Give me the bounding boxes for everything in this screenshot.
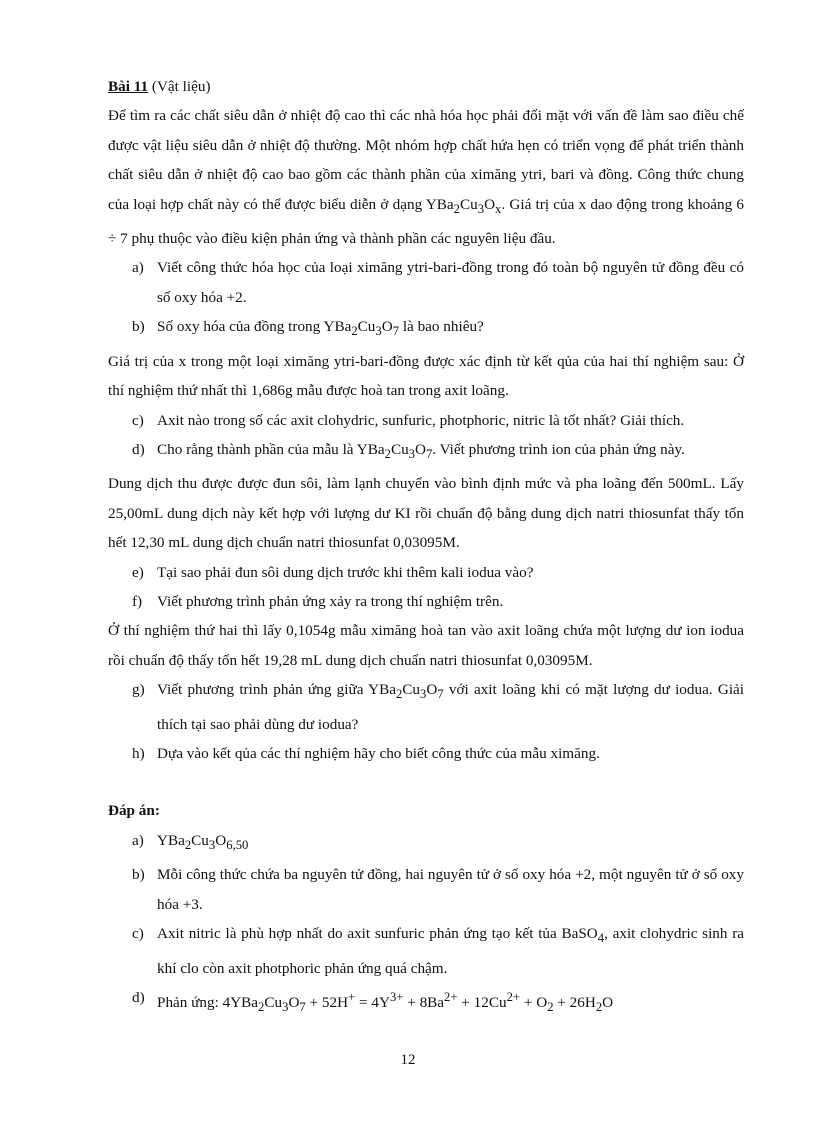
experiment-one-paragraph: Giá trị của x trong một loại ximăng ytri-bari-đồng được xác định từ kết qủa của hai thí nghiệm sau: Ở thí nghiệm thứ nhất thì 1,686g mẫu được hoà tan trong axit loãng. xyxy=(108,352,744,400)
answer-b: b) Mỗi công thức chứa ba nguyên tử đồng, hai nguyên tử ở số oxy hóa +2, một nguyên tử ở số oxy hóa +3. xyxy=(132,866,744,913)
exercise-title xyxy=(108,72,744,101)
question-f: f) Viết phương trình phản ứng xảy ra trong thí nghiệm trên. xyxy=(132,593,504,610)
question-b: b) Số oxy hóa của đồng trong $YBa_2Cu_3O_7$ là bao nhiêu? xyxy=(132,318,484,339)
titration-paragraph: Dung dịch thu được được đun sôi, làm lạnh chuyển vào bình định mức và pha loãng đến 500mL. Lấy 25,00mL dung dịch này kết hợp với lượng dư KI rồi chuẩn độ bằng dung dịch natri thiosunfat thấy tốn hết 12,30 mL dung dịch chuẩn natri thiosunfat 0,03095M. xyxy=(108,475,744,552)
exercise-topic: (Vật liệu) xyxy=(148,78,211,95)
experiment-two-paragraph: Ở thí nghiệm thứ hai thì lấy 0,1054g mẫu ximăng hoà tan vào axit loãng chứa một lượng dư ion iodua rồi chuẩn độ thấy tốn hết 19,28 mL dung dịch chuẩn natri thiosunfat 0,03095M. xyxy=(108,622,744,669)
question-g: g) Viết phương trình phản ứng giữa $YBa_2Cu_3O_7$ với axit loãng khi có mặt lượng dư iodua. Giải thích tại sao phải dùng dư iodua? xyxy=(132,681,744,733)
intro-paragraph: Để tìm ra các chất siêu dẫn ở nhiệt độ cao thì các nhà hóa học phải đối mặt với vấn đề làm sao điều chế được vật liệu siêu dẫn ở nhiệt độ thường. Một nhóm hợp chất hứa hẹn có triển vọng để phát triển thành chất siêu dẫn ở nhiệt độ cao bao gồm các thành phần của ximăng ytri, bari và đồng. Công thức chung của loại hợp chất này có thể được biểu diễn ở dạng $YBa_2Cu_3O_x$. Giá trị của x dao động trong khoảng 6 ÷ 7 phụ thuộc vào điều kiện phản ứng và thành phần các nguyên liệu đầu. xyxy=(108,107,744,248)
question-c: c) Axit nào trong số các axit clohydric, sunfuric, photphoric, nitric là tốt nhất? Giải thích. xyxy=(132,411,685,429)
answer-heading: Đáp án: xyxy=(108,802,160,820)
question-d: d) Cho rằng thành phần của mẫu là $YBa_2Cu_3O_7$. Viết phương trình ion của phản ứng này. xyxy=(132,440,685,461)
question-h: h) Dựa vào kết qủa các thí nghiệm hãy cho biết công thức của mẫu ximăng. xyxy=(132,745,600,763)
answer-d: d) Phản ứng: $4YBa_2Cu_3O_7 + 52H^+ = 4Y^{3+} + 8Ba^{2+} + 12Cu^{2+} + O_2 + 26H_2O$ xyxy=(132,988,614,1015)
document-page xyxy=(108,72,744,1022)
question-e: e) Tại sao phải đun sôi dung dịch trước khi thêm kali iodua vào? xyxy=(132,563,534,581)
exercise-number: Bài 11 xyxy=(108,78,149,95)
answer-a: a) $YBa_2Cu_3O_{6,50}$ xyxy=(132,831,249,852)
page-number: 12 xyxy=(400,1052,416,1068)
answer-c: c) Axit nitric là phù hợp nhất do axit sunfuric phản ứng tạo kết tủa BaSO$_4$, axit clohydric sinh ra khí clo còn axit photphoric phản ứng quá chậm. xyxy=(132,925,745,977)
question-a: a) Viết công thức hóa học của loại ximăng ytri-bari-đồng trong đó toàn bộ nguyên tử đồng đều có số oxy hóa +2. xyxy=(132,259,744,306)
